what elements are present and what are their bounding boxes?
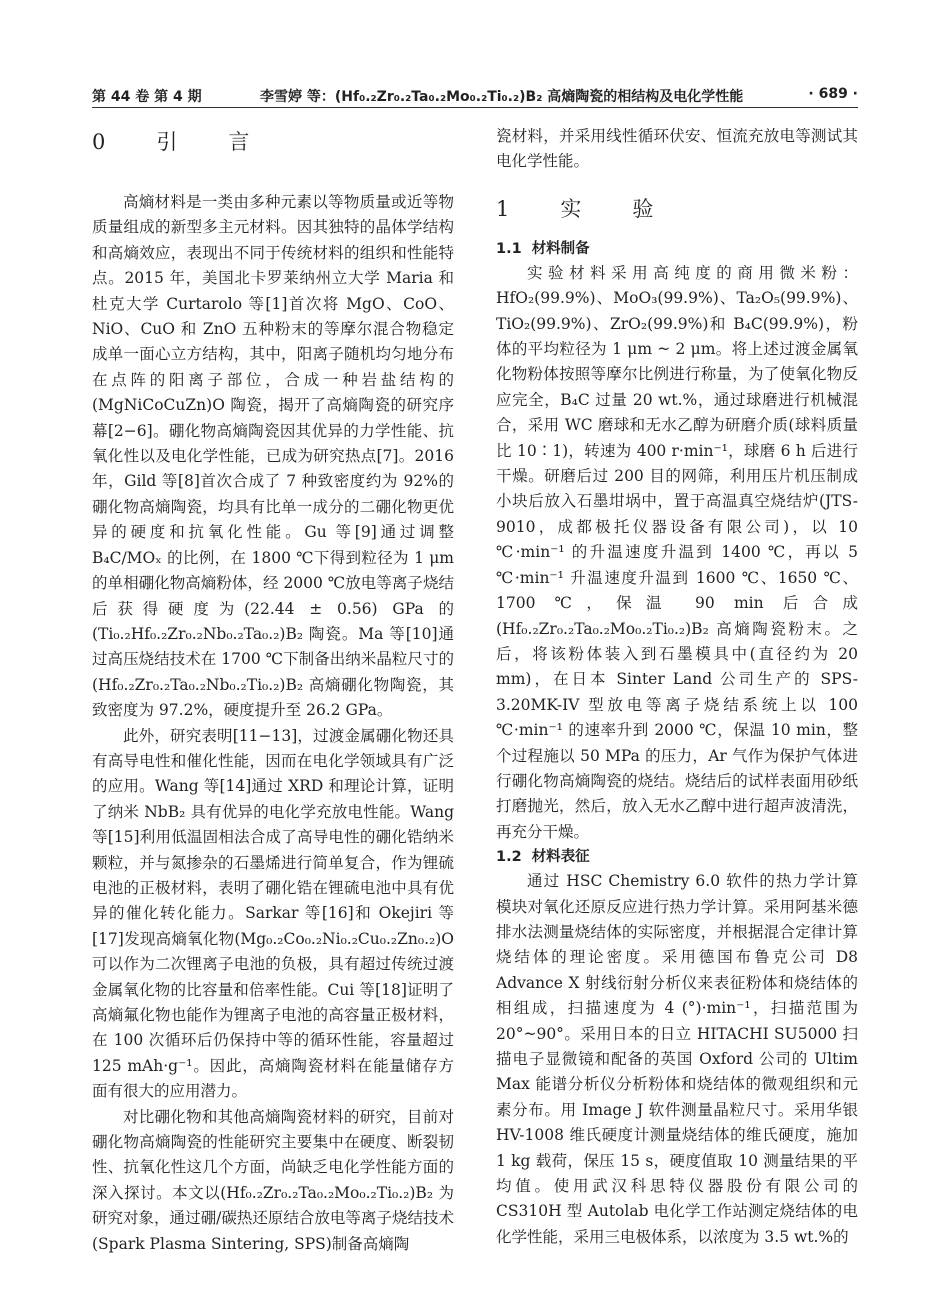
running-title: 李雪婷 等：(Hf₀.₂Zr₀.₂Ta₀.₂Mo₀.₂Ti₀.₂)B₂ 高熵陶瓷的相结构及电化学性能 — [260, 89, 744, 105]
left-column — [92, 124, 454, 1257]
intro-paragraph-1: 高熵材料是一类由多种元素以等物质量或近等物质量组成的新型多主元材料。因其独特的晶体学结构和高熵效应，表现出不同于传统材料的组织和性能特点。2015 年，美国北卡罗莱纳州立大学 Maria 和杜克大学 Curtarolo 等[1]首次将 MgO、CoO、NiO、CuO 和 ZnO 五种粉末的等摩尔混合物稳定成单一面心立方结构，其中，阳离子随机均匀地分布在点阵的阳离子部位，合成一种岩盐结构的(MgNiCoCuZn)O 陶瓷，揭开了高熵陶瓷的研究序幕[2−6]。硼化物高熵陶瓷因其优异的力学性能、抗氧化性以及电化学性能，已成为研究热点[7]。2016 年，Gild 等[8]首次合成了 7 种致密度约为 92%的硼化物高熵陶瓷，均具有比单一成分的二硼化物更优异的硬度和抗氧化性能。Gu 等[9]通过调整 B₄C/MOₓ 的比例，在 1800 ℃下得到粒径为 1 μm 的单相硼化物高熵粉体，经 2000 ℃放电等离子烧结后获得硬度为(22.44 ± 0.56) GPa 的(Ti₀.₂Hf₀.₂Zr₀.₂Nb₀.₂Ta₀.₂)B₂ 陶瓷。Ma 等[10]通过高压烧结技术在 1700 ℃下制备出纳米晶粒尺寸的(Hf₀.₂Zr₀.₂Ta₀.₂Nb₀.₂Ti₀.₂)B₂ 高熵硼化物陶瓷，其致密度为 97.2%，硬度提升至 26.2 GPa。 — [92, 193, 454, 720]
header-rule — [92, 107, 858, 108]
subsection-label: 材料表征 — [531, 849, 590, 866]
subsection-number: 1.1 — [496, 240, 522, 257]
subsection-number: 1.2 — [496, 849, 522, 866]
volume-issue: 第 44 卷 第 4 期 — [92, 89, 202, 105]
section-title-experiment: 1 实 验 — [496, 196, 669, 221]
running-header — [92, 82, 858, 104]
page-number: · 689 · — [808, 86, 858, 102]
intro-paragraph-3: 对比硼化物和其他高熵陶瓷材料的研究，目前对硼化物高熵陶瓷的性能研究主要集中在硬度、断裂韧性、抗氧化性这几个方面，尚缺乏电化学性能方面的深入探讨。本文以(Hf₀.₂Zr₀.₂Ta₀.₂Mo₀.₂Ti₀.₂)B₂ 为研究对象，通过硼/碳热还原结合放电等离子烧结技术(Spark Plasma Sintering, SPS)制备高熵陶 — [92, 1107, 454, 1253]
subsection-label: 材料制备 — [531, 240, 590, 257]
intro-continuation: 瓷材料，并采用线性循环伏安、恒流充放电等测试其电化学性能。 — [496, 127, 858, 171]
right-column — [496, 124, 858, 1250]
characterization-paragraph: 通过 HSC Chemistry 6.0 软件的热力学计算模块对氧化还原反应进行热力学计算。采用阿基米德排水法测量烧结体的实际密度，并根据混合定律计算烧结体的理论密度。采用德国布鲁克公司 D8 Advance X 射线衍射分析仪来表征粉体和烧结体的相组成，扫描速度为 4 (°)·min⁻¹，扫描范围为 20°~90°。采用日本的日立 HITACHI SU5000 扫描电子显微镜和配备的英国 Oxford 公司的 Ultim Max 能谱分析仪分析粉体和烧结体的微观组织和元素分布。用 Image J 软件测量晶粒尺寸。采用华银 HV-1008 维氏硬度计测量烧结体的维氏硬度，施加 1 kg 载荷，保压 15 s，硬度值取 10 测量结果的平均值。使用武汉科思特仪器股份有限公司的 CS310H 型 Autolab 电化学工作站测定烧结体的电化学性能，采用三电极体系，以浓度为 3.5 wt.%的 — [496, 872, 858, 1246]
preparation-paragraph: 实验材料采用高纯度的商用微米粉：HfO₂(99.9%)、MoO₃(99.9%)、Ta₂O₅(99.9%)、TiO₂(99.9%)、ZrO₂(99.9%)和 B₄C(99.9%)，粉体的平均粒径为 1 μm ~ 2 μm。将上述过渡金属氧化物粉体按照等摩尔比例进行称量，为了使氧化物反应完全，B₄C 过量 20 wt.%，通过球磨进行机械混合，采用 WC 磨球和无水乙醇为研磨介质(球料质量比 10∶1)，转速为 400 r·min⁻¹，球磨 6 h 后进行干燥。研磨后过 200 目的网筛，利用压片机压制成小块后放入石墨坩埚中，置于高温真空烧结炉(JTS-9010，成都极托仪器设备有限公司)，以 10 ℃·min⁻¹ 的升温速度升温到 1400 ℃，再以 5 ℃·min⁻¹ 升温速度升温到 1600 ℃、1650 ℃、1700 ℃，保温 90 min 后合成(Hf₀.₂Zr₀.₂Ta₀.₂Mo₀.₂Ti₀.₂)B₂ 高熵陶瓷粉末。之后，将该粉体装入到石墨模具中(直径约为 20 mm)，在日本 Sinter Land 公司生产的 SPS-3.20MK-IV 型放电等离子烧结系统上以 100 ℃·min⁻¹ 的速率升到 2000 ℃，保温 10 min，整个过程施以 50 MPa 的压力，Ar 气作为保护气体进行硼化物高熵陶瓷的烧结。烧结后的试样表面用砂纸打磨抛光，然后，放入无水乙醇中进行超声波清洗，再充分干燥。 — [496, 263, 858, 841]
intro-paragraph-2: 此外，研究表明[11−13]，过渡金属硼化物还具有高导电性和催化性能，因而在电化学领域具有广泛的应用。Wang 等[14]通过 XRD 和理论计算，证明了纳米 NbB₂ 具有优异的电化学充放电性能。Wang 等[15]利用低温固相法合成了高导电性的硼化锆纳米颗粒，并与氮掺杂的石墨烯进行简单复合，作为锂硫电池的正极材料，表明了硼化锆在锂硫电池中具有优异的催化转化能力。Sarkar 等[16]和 Okejiri 等[17]发现高熵氧化物(Mg₀.₂Co₀.₂Ni₀.₂Cu₀.₂Zn₀.₂)O 可以作为二次锂离子电池的负极，具有超过传统过渡金属氧化物的比容量和倍率性能。Cui 等[18]证明了高熵氟化物也能作为锂离子电池的高容量正极材料，在 100 次循环后仍保持中等的循环性能，容量超过 125 mAh·g⁻¹。因此，高熵陶瓷材料在能量储存方面有很大的应用潜力。 — [92, 726, 454, 1101]
section-title-introduction: 0 引 言 — [92, 130, 265, 154]
subsection-title-preparation — [496, 237, 858, 261]
subsection-title-characterization — [496, 845, 858, 869]
